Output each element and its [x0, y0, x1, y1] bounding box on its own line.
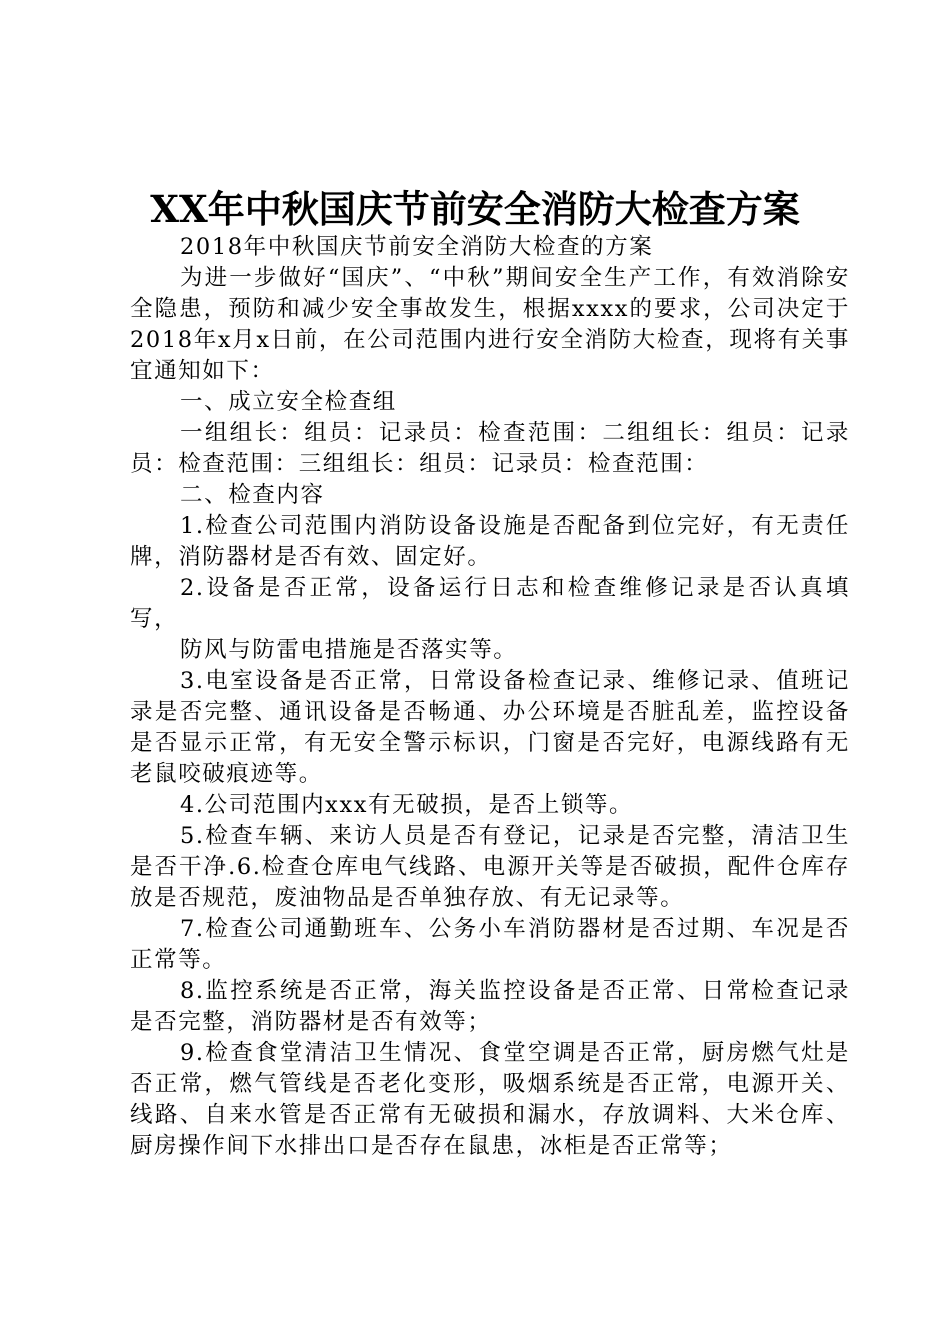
item-8: 8.监控系统是否正常，海关监控设备是否正常、日常检查记录是否完整，消防器材是否有效等；	[130, 978, 850, 1035]
section-heading-2: 二、检查内容	[180, 482, 325, 508]
document-title: XX年中秋国庆节前安全消防大检查方案	[150, 187, 800, 231]
subtitle-paragraph: 2018年中秋国庆节前安全消防大检查的方案	[180, 234, 654, 260]
section-heading-1: 一、成立安全检查组	[180, 389, 397, 415]
item-3: 3.电室设备是否正常，日常设备检查记录、维修记录、值班记录是否完整、通讯设备是否畅通、办公环境是否脏乱差，监控设备是否显示正常，有无安全警示标识，门窗是否完好，电源线路有无老鼠咬破痕迹等。	[130, 668, 850, 787]
item-1: 1.检查公司范围内消防设备设施是否配备到位完好，有无责任牌，消防器材是否有效、固定好。	[130, 513, 850, 570]
item-2-continued: 防风与防雷电措施是否落实等。	[180, 637, 518, 663]
group-paragraph: 一组组长：组员：记录员：检查范围：二组组长：组员：记录员：检查范围：三组组长：组员：记录员：检查范围：	[130, 420, 850, 477]
item-9: 9.检查食堂清洁卫生情况、食堂空调是否正常，厨房燃气灶是否正常，燃气管线是否老化变形，吸烟系统是否正常，电源开关、线路、自来水管是否正常有无破损和漏水，存放调料、大米仓库、厨房操作间下水排出口是否存在鼠患，冰柜是否正常等；	[130, 1040, 850, 1159]
item-7: 7.检查公司通勤班车、公务小车消防器材是否过期、车况是否正常等。	[130, 916, 850, 973]
document-body	[130, 232, 850, 1162]
item-5-6: 5.检查车辆、来访人员是否有登记，记录是否完整，清洁卫生是否干净.6.检查仓库电气线路、电源开关等是否破损，配件仓库存放是否规范，废油物品是否单独存放、有无记录等。	[130, 823, 850, 911]
item-4: 4.公司范围内xxx有无破损，是否上锁等。	[180, 792, 634, 818]
intro-paragraph: 为进一步做好“国庆”、“中秋”期间安全生产工作，有效消除安全隐患，预防和减少安全事故发生，根据xxxx的要求，公司决定于2018年x月x日前，在公司范围内进行安全消防大检查，现将有关事宜通知如下：	[130, 265, 850, 384]
item-2: 2.设备是否正常，设备运行日志和检查维修记录是否认真填写，	[130, 575, 850, 632]
